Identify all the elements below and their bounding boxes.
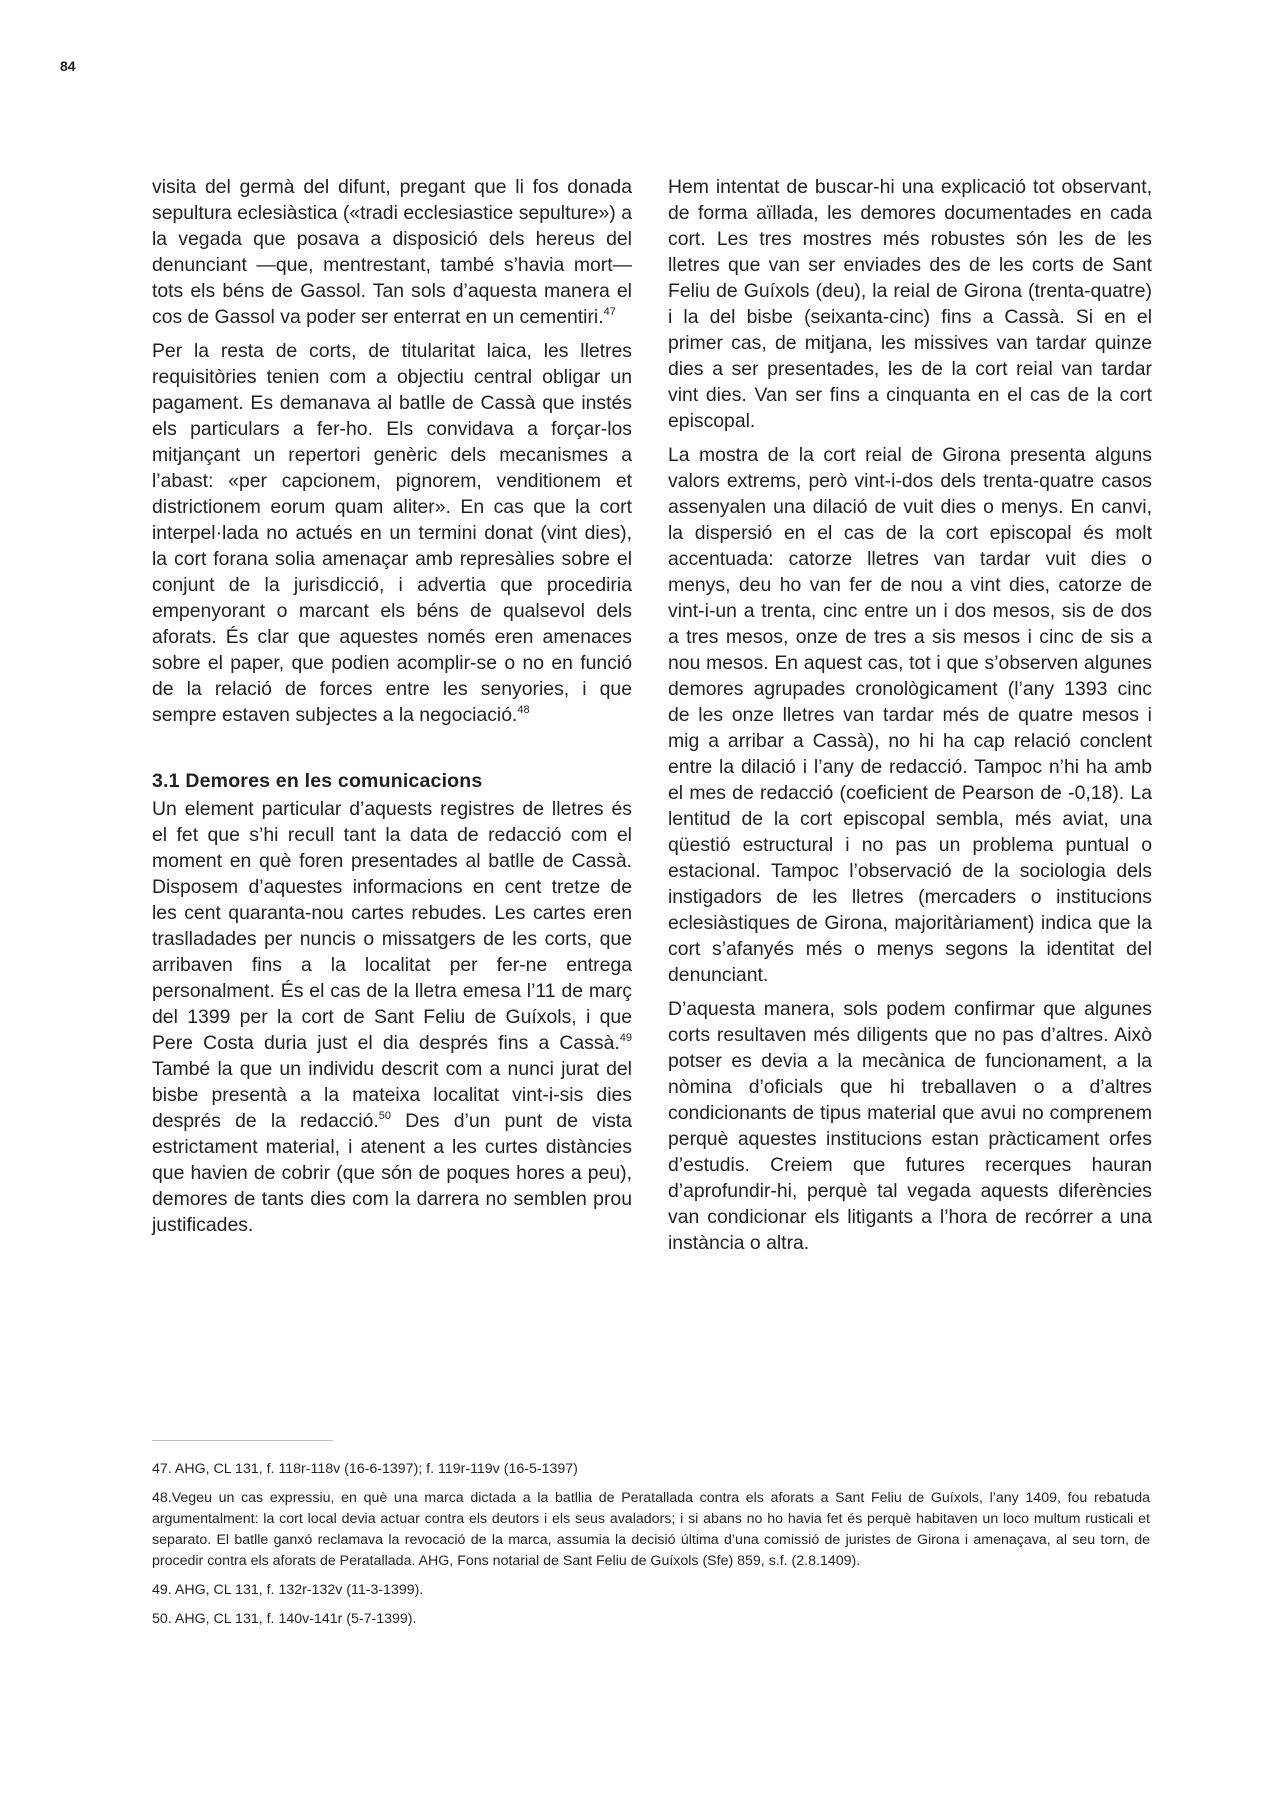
footnote-ref-47[interactable]: 47 — [603, 306, 616, 318]
paragraph: Hem intentat de buscar-hi una explicació tot observant, de forma aïllada, les demores documentades en cada cort. Les tres mostres més robustes són les de les lletres que van ser enviades des de les corts de Sant Feliu de Guíxols (deu), la reial de Girona (trenta-quatre) i la del bisbe (seixanta-cinc) fins a Cassà. Si en el primer cas, de mitjana, les missives van tardar quinze dies a ser presentades, les de la cort reial van tardar vint dies. Van ser fins a cinquanta en el cas de la cort episcopal. — [668, 176, 1152, 432]
paragraph-text: Per la resta de corts, de titularitat laica, les lletres requisitòries tenien com a objectiu central obligar un pagament. Es demanava al batlle de Cassà que instés els particulars a fer-ho. Els convidava a forçar-los mitjançant un repertori genèric dels mecanismes a l’abast: «per capcionem, pignorem, venditionem et districtionem eorum quam aliter». En cas que la cort interpel·lada no actués en un termini donat (vint dies), la cort forana solia amenaçar amb represàlies sobre el conjunt de la jurisdicció, i advertia que procediria empenyorant o marcant els béns de qualsevol dels aforats. És clar que aquestes només eren amenaces sobre el paper, que podien acomplir-se o no en funció de la relació de forces entre les senyories, i que sempre estaven subjectes a la negociació. — [152, 340, 632, 726]
footnote-50: 50. AHG, CL 131, f. 140v-141r (5-7-1399). — [152, 1611, 417, 1627]
section-heading: 3.1 Demores en les comunicacions — [152, 770, 483, 792]
footnote-ref-48[interactable]: 48 — [517, 704, 530, 716]
paragraph: La mostra de la cort reial de Girona presenta alguns valors extrems, però vint-i-dos dels trenta-quatre casos assenyalen una dilació de vuit dies o menys. En canvi, la dispersió en el cas de la cort episcopal és molt accentuada: catorze lletres van tardar vuit dies o menys, deu ho van fer de nou a vint dies, catorze de vint-i-un a trenta, cinc entre un i dos mesos, sis de dos a tres mesos, onze de tres a sis mesos i cinc de sis a nou mesos. En aquest cas, tot i que s’observen algunes demores agrupades cronològicament (l’any 1393 cinc de les onze lletres van tardar més de quatre mesos i mig a arribar a Cassà), no hi ha cap relació conclent entre la dilació i l’any de redacció. Tampoc n’hi ha amb el mes de redacció (coeficient de Pearson de -0,18). La lentitud de la cort episcopal sembla, més aviat, una qüestió estructural i no pas un problema puntual o estacional. Tampoc l’observació de la sociologia dels instigadors de les lletres (mercaders o institucions eclesiàstiques de Girona, majoritàriament) indica que la cort s’afanyés més o menys segons la identitat del denunciant. — [668, 444, 1152, 986]
footnote-ref-49[interactable]: 49 — [619, 1032, 632, 1044]
paragraph — [152, 796, 632, 1238]
footnote-divider — [152, 1440, 333, 1441]
paragraph-text: Un element particular d’aquests registres de lletres és el fet que s’hi recull tant la data de redacció com el moment en què foren presentades al batlle de Cassà. Disposem d’aquestes informacions en cent tretze de les cent quaranta-nou cartes rebudes. Les cartes eren traslladades per nuncis o missatgers de les corts, que arribaven fins a la localitat per fer-ne entrega personalment. És el cas de la lletra emesa l’11 de març del 1399 per la cort de Sant Feliu de Guíxols, i que Pere Costa duria just el dia després fins a Cassà. — [152, 798, 632, 1054]
paragraph-text: visita del germà del difunt, pregant que li fos donada sepultura eclesiàstica («tradi ecclesiastice sepulture») a la vegada que posava a disposició dels hereus del denunciant —que, mentrestant, també s’havia mort— tots els béns de Gassol. Tan sols d’aquesta manera el cos de Gassol va poder ser enterrat en un cementiri. — [152, 176, 632, 328]
paragraph-text: Des d’un punt de vista estrictament material, i atenent a les curtes distàncies que havien de cobrir (que són de poques hores a peu), demores de tants dies com la darrera no semblen prou justificades. — [152, 1110, 632, 1236]
paragraph: D’aquesta manera, sols podem confirmar que algunes corts resultaven més diligents que no pas d’altres. Això potser es devia a la mecànica de funcionament, a la nòmina d’oficials que hi treballaven o a d’altres condicionants de tipus material que avui no comprenem perquè aquestes institucions estan pràcticament orfes d’estudis. Creiem que futures recerques hauran d’aprofundir-hi, perquè tal vegada aquests diferències van condicionar els litigants a l’hora de recórrer a una instància o altra. — [668, 998, 1152, 1254]
footnote-48: 48.Vegeu un cas expressiu, en què una marca dictada a la batllia de Peratallada contra els aforats a Sant Feliu de Guíxols, l’any 1409, fou rebatuda argumentalment: la cort local devia actuar contra els deutors i els seus avaladors; i si abans no ho havia fet és perquè habitaven un loco multum rusticali et separato. El batlle ganxó reclamava la revocació de la marca, assumia la decisió última d’una comissió de juristes de Girona i amenaçava, al seu torn, de procedir contra els aforats de Peratallada. AHG, Fons notarial de Sant Feliu de Guíxols (Sfe) 859, s.f. (2.8.1409). — [152, 1490, 1150, 1569]
right-column — [668, 174, 1152, 1264]
left-column — [152, 174, 632, 1246]
paragraph — [152, 174, 632, 330]
footnote-ref-50[interactable]: 50 — [378, 1110, 391, 1122]
footnote-49: 49. AHG, CL 131, f. 132r-132v (11-3-1399). — [152, 1582, 424, 1598]
paragraph-text: També la que un individu descrit com a nunci jurat del bisbe presentà a la mateixa localitat vint-i-sis dies després de la redacció. — [152, 1058, 632, 1132]
page-number: 84 — [60, 58, 76, 74]
footnote-47: 47. AHG, CL 131, f. 118r-118v (16-6-1397); f. 119r-119v (16-5-1397) — [152, 1461, 578, 1477]
paragraph — [152, 338, 632, 728]
footnotes — [152, 1459, 1150, 1638]
